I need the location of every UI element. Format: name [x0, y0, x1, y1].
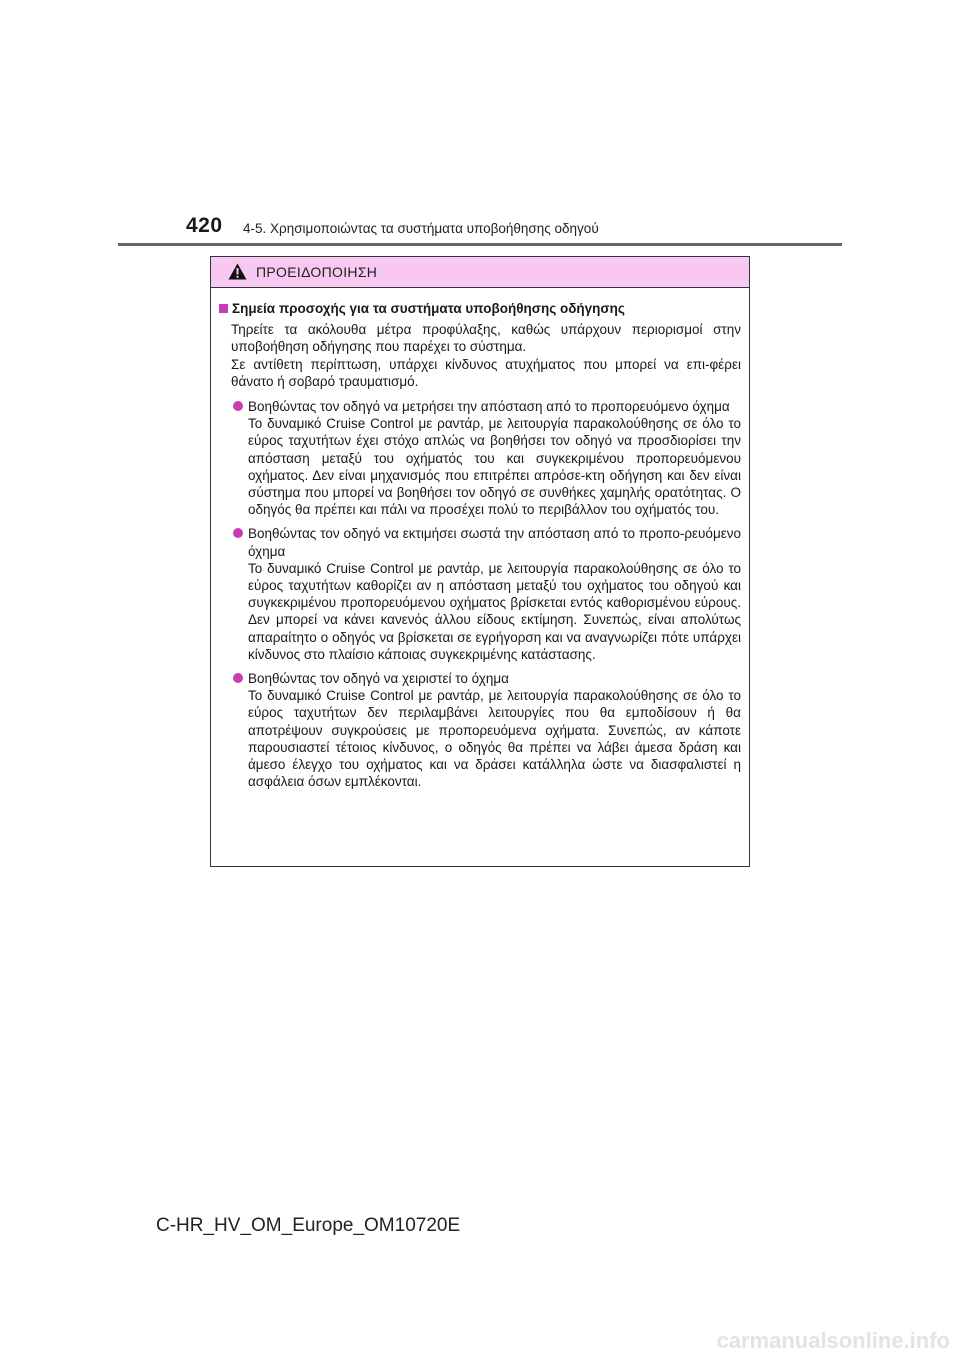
- square-bullet-icon: [219, 304, 228, 313]
- intro-paragraph: Σε αντίθετη περίπτωση, υπάρχει κίνδυνος ατυχήματος που μπορεί να επι-φέρει θάνατο ή σοβαρό τραυματισμό.: [231, 356, 741, 389]
- page-number: 420: [186, 214, 223, 237]
- warning-items: [231, 398, 741, 790]
- footer-doc-code: C-HR_HV_OM_Europe_OM10720E: [156, 1215, 461, 1236]
- watermark-logo[interactable]: [660, 1322, 960, 1358]
- round-bullet-icon: [233, 528, 243, 538]
- list-item: [231, 670, 741, 790]
- header-rule: [118, 243, 842, 246]
- warning-triangle-icon: [228, 263, 247, 280]
- round-bullet-icon: [233, 401, 243, 411]
- warning-label: ΠΡΟΕΙΔΟΠΟΙΗΣΗ: [256, 264, 378, 280]
- list-item-desc: Το δυναμικό Cruise Control με ραντάρ, με λειτουργία παρακολούθησης σε όλο το εύρος ταχυτήτων καθορίζει αν η απόσταση μεταξύ του οχήματος του οδηγού και συγκεκριμένου προπορευόμενου οχήματος βρίσκεται εντός καθορισμένου εύρους. Δεν μπορεί να κάνει κανενός άλλου είδους εκτίμηση. Συνεπώς, είναι απολύτως απαραίτητο ο οδηγός να βρίσκεται σε εγρήγορση και να αναγνωρίζει πότε υπάρχει κίνδυνος στο πλαίσιο κάποιας συγκεκριμένης κατάστασης.: [248, 560, 741, 662]
- warning-heading-text: Σημεία προσοχής για τα συστήματα υποβοήθησης οδήγησης: [232, 301, 625, 316]
- list-item-text: [248, 525, 741, 663]
- intro-paragraph: Τηρείτε τα ακόλουθα μέτρα προφύλαξης, καθώς υπάρχουν περιορισμοί στην υποβοήθηση οδήγησης που παρέχει το σύστημα.: [231, 322, 741, 355]
- list-item-desc: Το δυναμικό Cruise Control με ραντάρ, με λειτουργία παρακολούθησης σε όλο το εύρος ταχυτήτων δεν περιλαμβάνει λειτουργίες που θα εμποδίσουν ή θα αποτρέψουν συγκρούσεις με προπορευόμενα οχήματα. Συνεπώς, αν κάποτε παρουσιαστεί τέτοιος κίνδυνος, ο οδηγός θα πρέπει να λάβει άμεσα δράση και άμεσο έλεγχο του οχήματος και να δράσει κατάλληλα ώστε να διασφαλιστεί η ασφάλεια όσων εμπλέκονται.: [248, 688, 741, 790]
- list-item-text: [248, 670, 741, 790]
- warning-body: [211, 288, 749, 790]
- list-item-text: [248, 398, 741, 518]
- list-item: [231, 398, 741, 518]
- list-item-title: Βοηθώντας τον οδηγό να εκτιμήσει σωστά την απόσταση από το προπο-ρευόμενο όχημα: [248, 526, 741, 559]
- warning-header: [211, 257, 749, 288]
- watermark-text: carmanualsonline.info: [716, 1328, 950, 1353]
- warning-intro: [231, 321, 741, 390]
- section-title: 4-5. Χρησιμοποιώντας τα συστήματα υποβοήθησης οδηγού: [243, 221, 599, 236]
- warning-heading: [219, 300, 741, 317]
- list-item-title: Βοηθώντας τον οδηγό να μετρήσει την απόσταση από το προπορευόμενο όχημα: [248, 399, 730, 415]
- list-item: [231, 525, 741, 663]
- warning-box: [210, 256, 750, 867]
- list-item-title: Βοηθώντας τον οδηγό να χειριστεί το όχημα: [248, 671, 509, 687]
- list-item-desc: Το δυναμικό Cruise Control με ραντάρ, με λειτουργία παρακολούθησης σε όλο το εύρος ταχυτήτων έχει στόχο απλώς να βοηθήσει τον οδηγό να προσδιορίσει την απόσταση μεταξύ του οχήματός του και συγκεκριμένου προπορευόμενου οχήματος. Δεν είναι μηχανισμός που επιτρέπει απρόσε-κτη οδήγηση και δεν είναι σύστημα που μπορεί να βοηθήσει τον οδηγό σε συνθήκες χαμηλής ορατότητας. Ο οδηγός θα πρέπει και πάλι να προσέχει πολύ το περιβάλλον του οχήματός του.: [248, 416, 741, 518]
- round-bullet-icon: [233, 673, 243, 683]
